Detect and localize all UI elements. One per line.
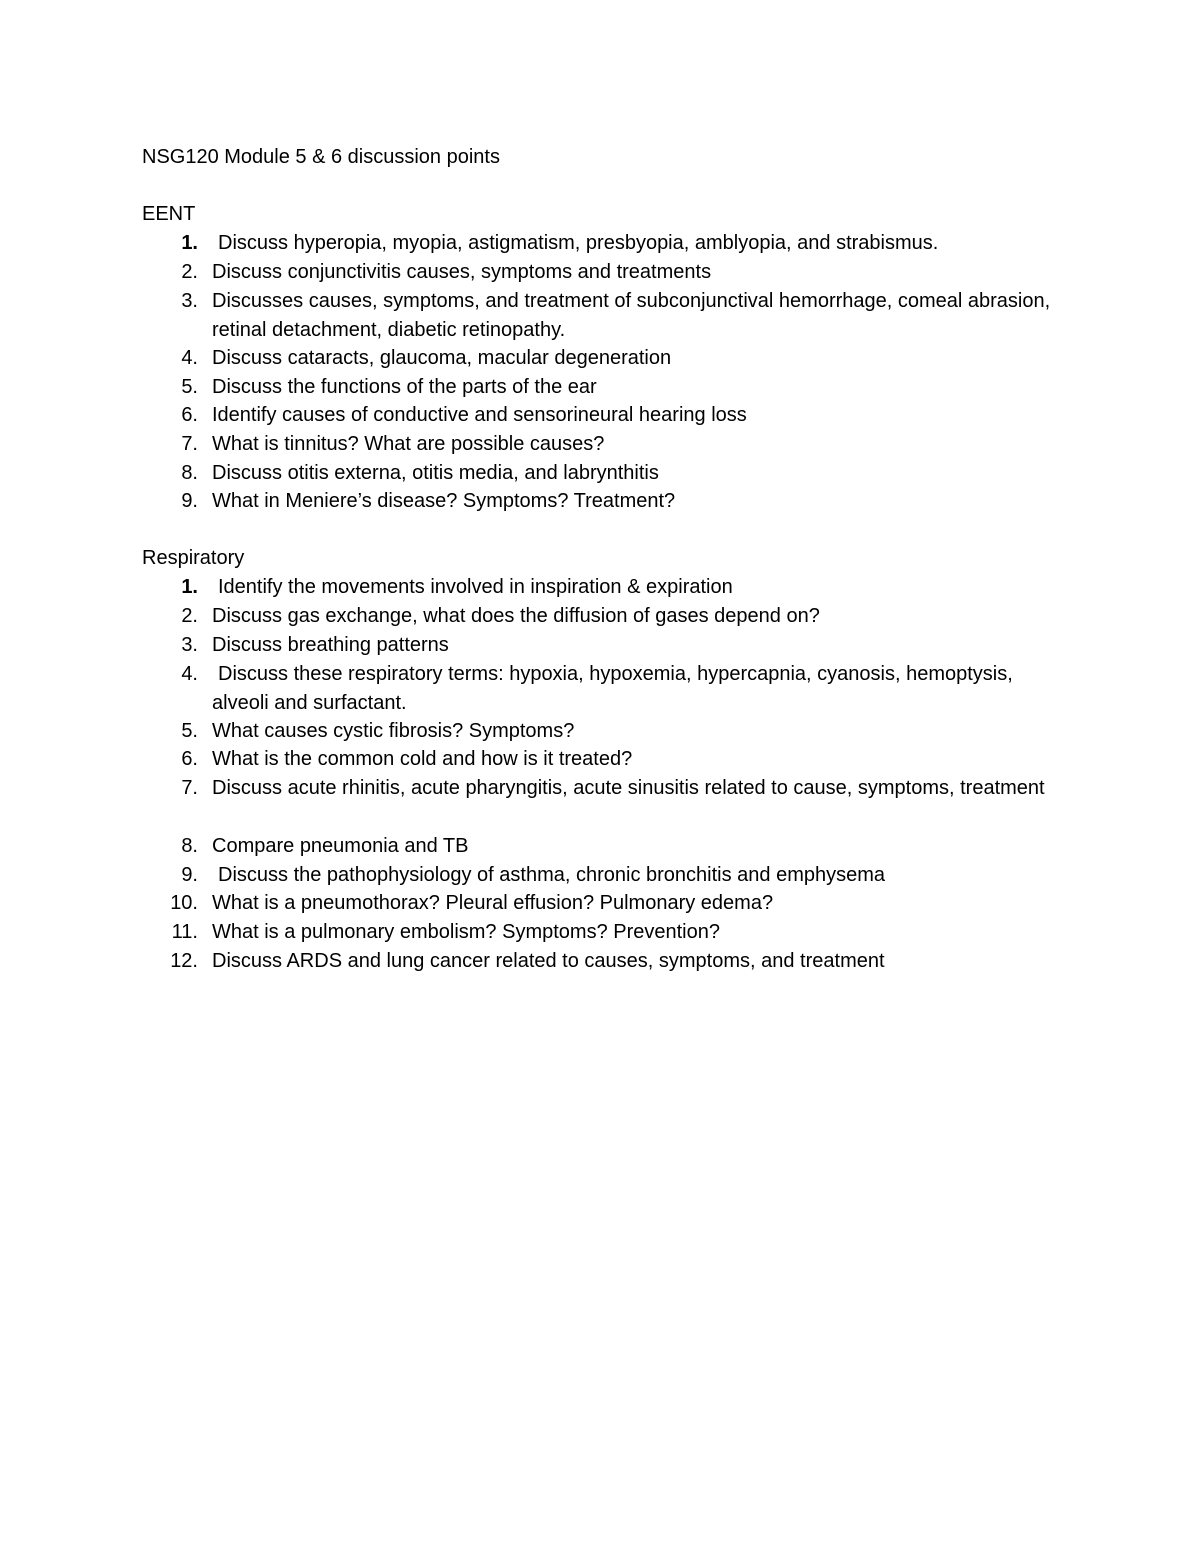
section-heading-eent: EENT — [142, 203, 196, 225]
list-item-number: 4. — [181, 663, 198, 685]
list-item-number: 2. — [181, 605, 198, 627]
list-item-number: 12. — [170, 950, 198, 972]
list-item-number: 3. — [181, 634, 198, 656]
list-item-text: What is the common cold and how is it treated? — [212, 748, 633, 770]
list-item-number: 6. — [181, 748, 198, 770]
list-item-text: What causes cystic fibrosis? Symptoms? — [212, 720, 575, 742]
list-item-number: 11. — [171, 921, 198, 943]
list-item-text: Discuss the pathophysiology of asthma, chronic bronchitis and emphysema — [218, 864, 886, 886]
list-item-text: What is a pneumothorax? Pleural effusion? Pulmonary edema? — [212, 892, 774, 914]
list-item-text: Compare pneumonia and TB — [212, 835, 469, 857]
list-item-text: What is a pulmonary embolism? Symptoms? Prevention? — [212, 921, 720, 943]
list-item-number: 2. — [181, 261, 198, 283]
list-item-text: Discuss the functions of the parts of the ear — [212, 376, 597, 398]
list-item-number: 6. — [181, 404, 198, 426]
list-item-text: What is tinnitus? What are possible causes? — [212, 433, 605, 455]
list-item-number: 9. — [181, 864, 198, 886]
list-item-text: What in Meniere’s disease? Symptoms? Treatment? — [212, 490, 676, 512]
list-item-number: 7. — [181, 433, 198, 455]
list-item-text: Discuss conjunctivitis causes, symptoms and treatments — [212, 261, 712, 283]
section-heading-respiratory: Respiratory — [142, 547, 245, 569]
list-item-number: 9. — [181, 490, 198, 512]
list-item-number: 4. — [181, 347, 198, 369]
list-item-number: 5. — [181, 720, 198, 742]
list-item-text: Identify causes of conductive and sensorineural hearing loss — [212, 404, 747, 426]
list-item-number: 5. — [181, 376, 198, 398]
list-item-text: Discuss acute rhinitis, acute pharyngitis, acute sinusitis related to cause, symptoms, treatment — [212, 777, 1045, 799]
list-item-text: Discuss hyperopia, myopia, astigmatism, presbyopia, amblyopia, and strabismus. — [218, 232, 939, 254]
list-item-text: Discuss otitis externa, otitis media, and labrynthitis — [212, 462, 659, 484]
list-item-text: Discuss these respiratory terms: hypoxia, hypoxemia, hypercapnia, cyanosis, hemoptysis, alveoli and surfactant. — [212, 663, 1013, 714]
list-item-text: Discuss ARDS and lung cancer related to causes, symptoms, and treatment — [212, 950, 885, 972]
list-item-text: Discuss gas exchange, what does the diffusion of gases depend on? — [212, 605, 820, 627]
list-item-text: Discuss breathing patterns — [212, 634, 449, 656]
list-item-number: 7. — [181, 777, 198, 799]
document-title: NSG120 Module 5 & 6 discussion points — [142, 146, 500, 168]
list-item-number: 8. — [181, 462, 198, 484]
list-item-number: 8. — [181, 835, 198, 857]
list-item-number: 10. — [170, 892, 198, 914]
list-item-text: Discusses causes, symptoms, and treatment of subconjunctival hemorrhage, comeal abrasion, retinal detachment, diabetic retinopathy. — [212, 290, 1051, 341]
list-item-text: Discuss cataracts, glaucoma, macular degeneration — [212, 347, 672, 369]
list-item-text: Identify the movements involved in inspiration & expiration — [218, 576, 733, 598]
list-item-number: 1. — [181, 232, 198, 254]
list-item-number: 1. — [181, 576, 198, 598]
list-item-number: 3. — [181, 290, 198, 312]
